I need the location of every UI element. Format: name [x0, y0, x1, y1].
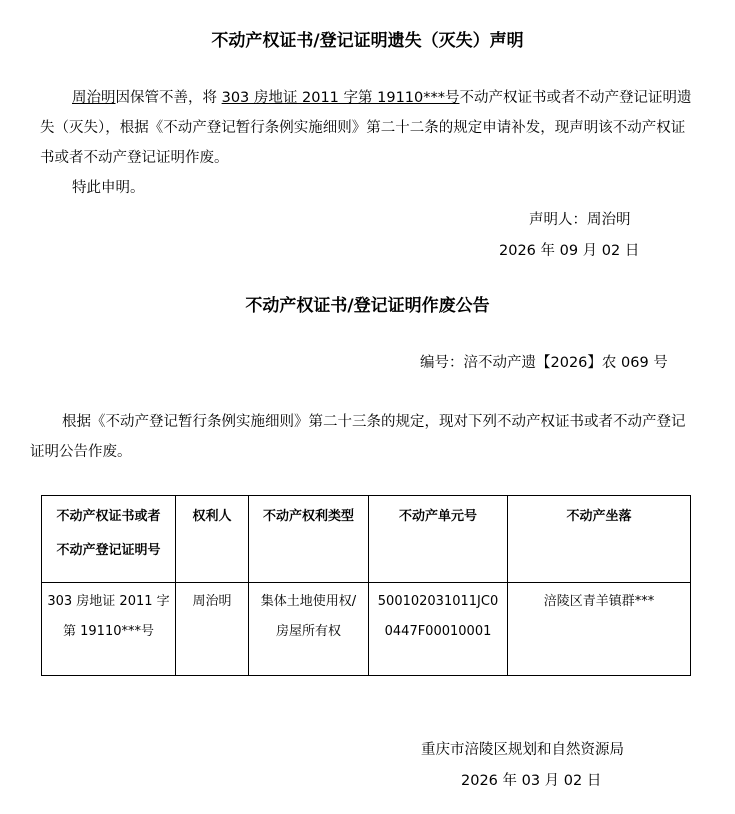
- table-header-row: [42, 496, 691, 583]
- cell-certificate-no: 303 房地证 2011 字 第 19110***号: [42, 583, 176, 676]
- loss-statement-title: 不动产权证书/登记证明遗失（灭失）声明: [211, 31, 524, 51]
- header-right-holder: 权利人: [176, 496, 249, 583]
- declarant-label: 声明人：: [529, 212, 587, 228]
- cell-location: 涪陵区青羊镇群***: [508, 583, 691, 676]
- header-location: 不动产坐落: [508, 496, 691, 583]
- cell-unit-no: 500102031011JC0 0447F00010001: [369, 583, 508, 676]
- table-row: [42, 583, 691, 676]
- statement-text-b: 不动产权证书或者不动产登记证明遗失（灭失），根据《不动产登记暂行条例实施细则》第二十二条的规定申请补发，现声明该不动产权证书或者不动产登记证明作废。: [40, 90, 692, 166]
- notice-number: 编号：涪不动产遗【2026】农 069 号: [420, 355, 668, 371]
- void-certificate-table: [41, 495, 691, 676]
- statement-date: 2026 年 09 月 02 日: [499, 243, 640, 259]
- void-notice-body: 根据《不动产登记暂行条例实施细则》第二十三条的规定，现对下列不动产权证书或者不动产登记证明公告作废。: [30, 414, 686, 460]
- statement-text-a: 因保管不善，将: [115, 90, 222, 106]
- certificate-number: 303 房地证 2011 字第 19110***号: [221, 90, 460, 106]
- owner-name: 周治明: [72, 90, 116, 106]
- declarant: [529, 208, 631, 229]
- declarant-name: 周治明: [587, 212, 631, 228]
- issue-date: 2026 年 03 月 02 日: [461, 773, 602, 789]
- issuing-authority: 重庆市涪陵区规划和自然资源局: [421, 742, 624, 758]
- statement-closing: 特此申明。: [72, 180, 145, 196]
- header-certificate-no: 不动产权证书或者 不动产登记证明号: [42, 496, 176, 583]
- header-unit-no: 不动产单元号: [369, 496, 508, 583]
- header-right-type: 不动产权利类型: [249, 496, 369, 583]
- loss-statement-paragraph: [40, 83, 692, 173]
- cell-right-holder: 周治明: [176, 583, 249, 676]
- void-notice-title: 不动产权证书/登记证明作废公告: [245, 296, 490, 316]
- cell-right-type: 集体土地使用权/ 房屋所有权: [249, 583, 369, 676]
